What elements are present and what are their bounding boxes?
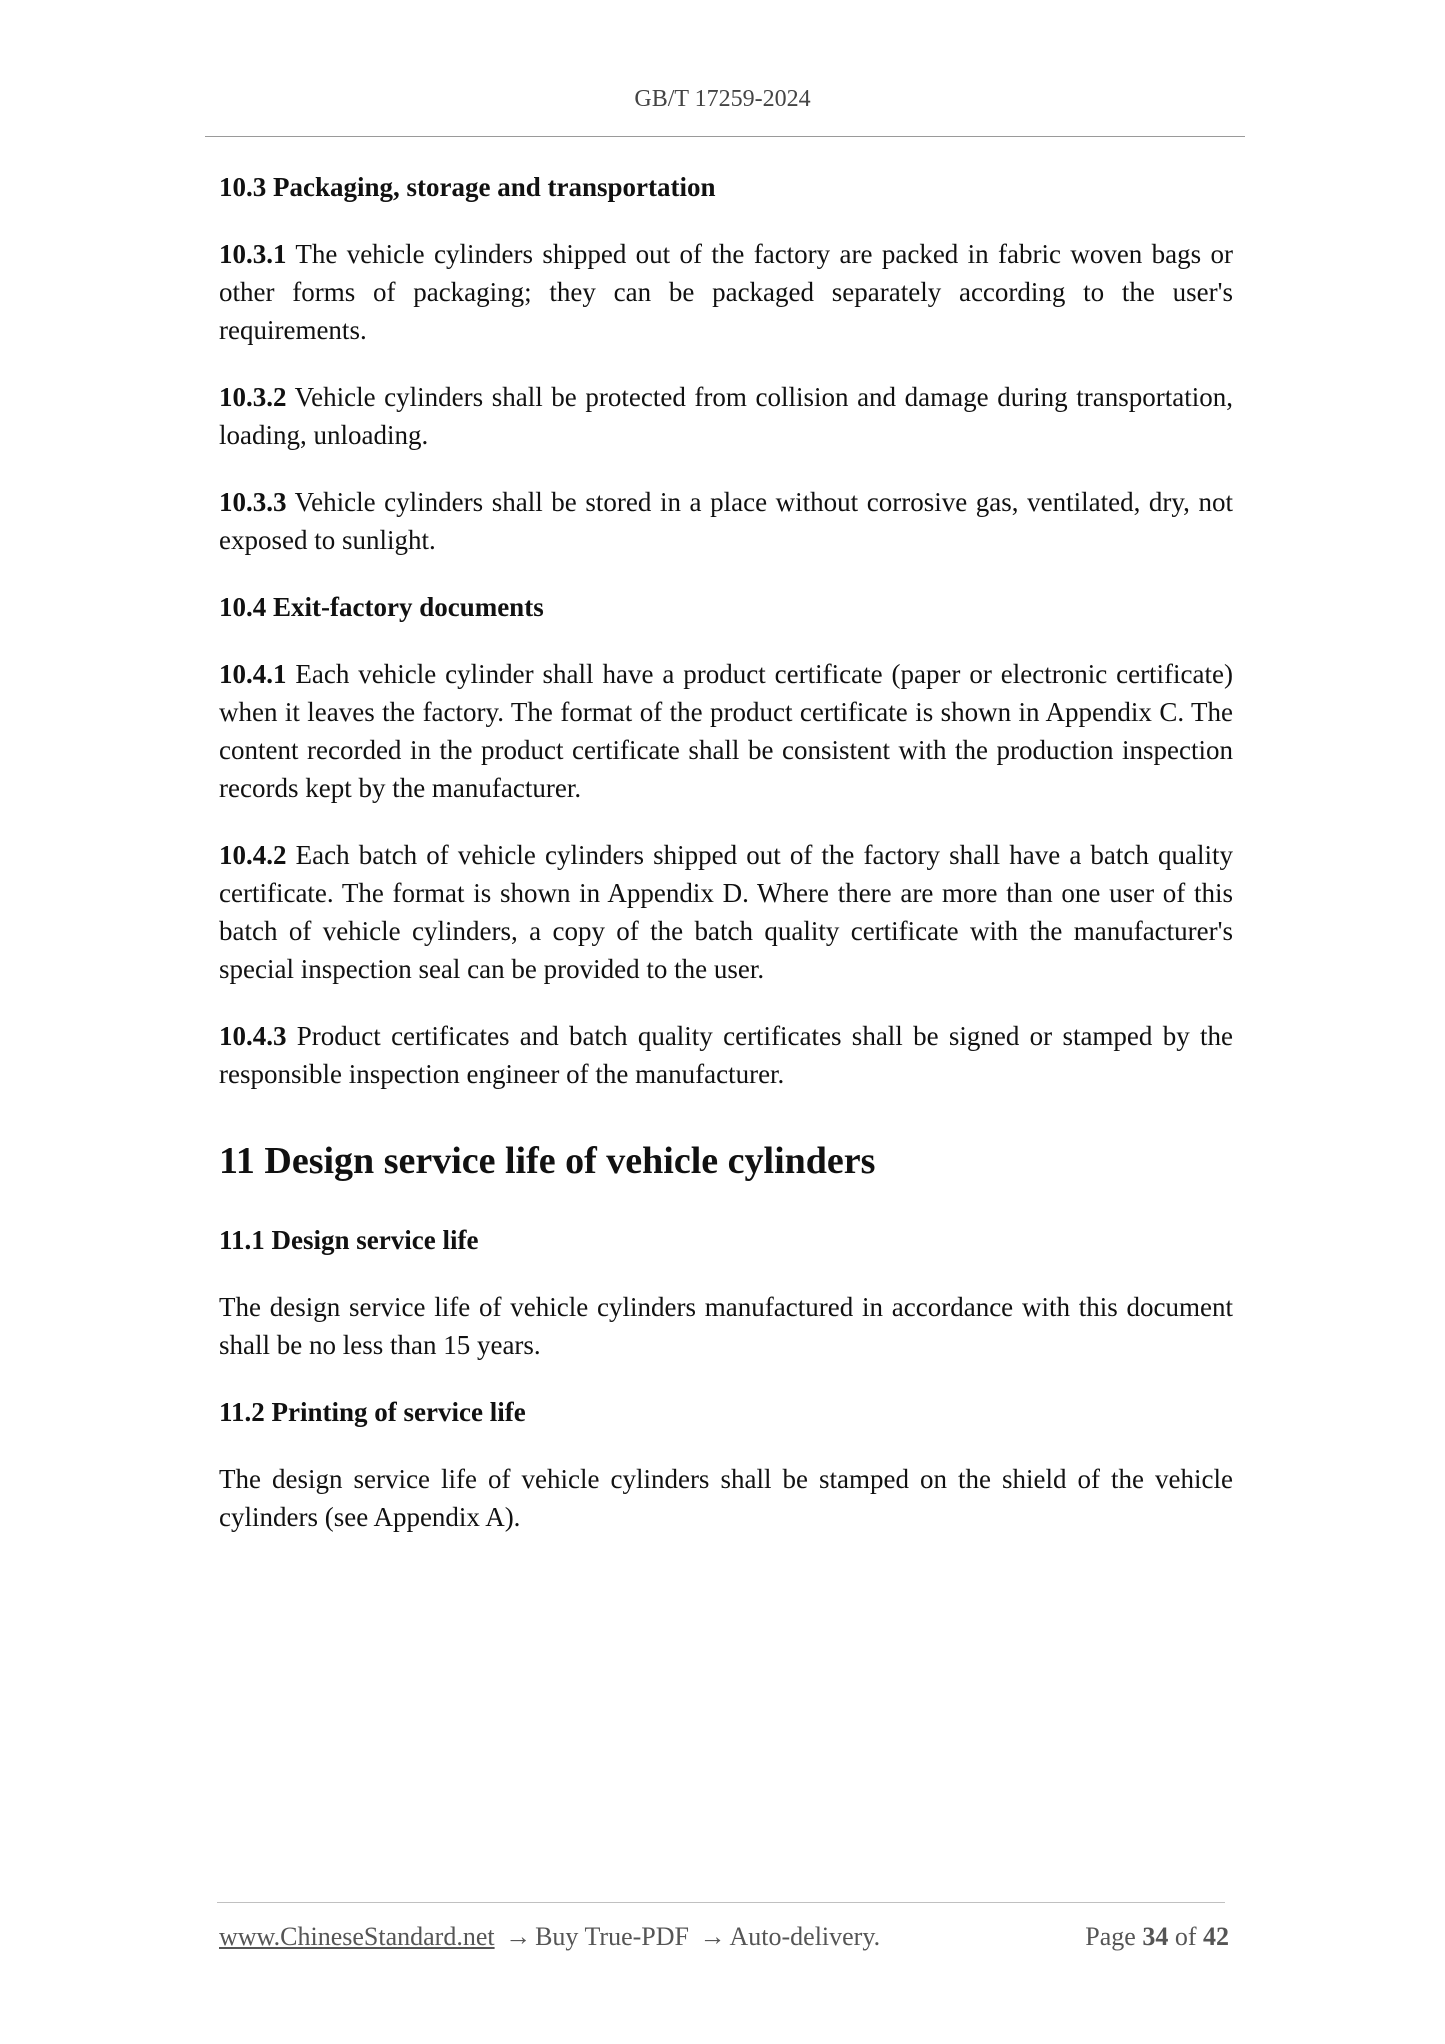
footer-delivery-text: Auto-delivery. <box>729 1922 881 1951</box>
clause-text: Product certificates and batch quality certificates shall be signed or stamped by the responsible inspection engineer of the manufacturer. <box>219 1021 1233 1089</box>
page-content <box>219 168 1233 1565</box>
clause-11-2-text: The design service life of vehicle cylinders shall be stamped on the shield of the vehicle cylinders (see Appendix A). <box>219 1464 1233 1532</box>
footer-divider <box>217 1902 1225 1903</box>
clause-number: 10.4.1 <box>219 659 287 689</box>
page-total: 42 <box>1203 1922 1229 1951</box>
clause-number: 10.3.3 <box>219 487 287 517</box>
chapter-heading-11: 11 Design service life of vehicle cylinders <box>219 1140 876 1182</box>
footer-promo <box>219 1922 880 1952</box>
section-heading-11-1: 11.1 Design service life <box>219 1225 479 1255</box>
clause-10-3-2 <box>219 378 1233 454</box>
page-number <box>1085 1922 1229 1952</box>
clause-text: The vehicle cylinders shipped out of the factory are packed in fabric woven bags or other forms of packaging; they can be packaged separately according to the user's requirements. <box>219 239 1233 345</box>
clause-10-4-1 <box>219 655 1233 807</box>
clause-10-4-3 <box>219 1017 1233 1093</box>
running-header: GB/T 17259-2024 <box>634 86 811 112</box>
clause-text: Each vehicle cylinder shall have a product certificate (paper or electronic certificate) when it leaves the factory. The format of the product certificate is shown in Appendix C. The content recorded in the product certificate shall be consistent with the production inspection records kept by the manufacturer. <box>219 659 1233 803</box>
clause-text: Vehicle cylinders shall be stored in a place without corrosive gas, ventilated, dry, not exposed to sunlight. <box>219 487 1233 555</box>
clause-text: Vehicle cylinders shall be protected from collision and damage during transportation, loading, unloading. <box>219 382 1233 450</box>
clause-11-1-text: The design service life of vehicle cylinders manufactured in accordance with this document shall be no less than 15 years. <box>219 1292 1233 1360</box>
header-divider <box>205 136 1245 137</box>
page-current: 34 <box>1142 1922 1169 1951</box>
clause-number: 10.3.2 <box>219 382 287 412</box>
section-heading-11-2: 11.2 Printing of service life <box>219 1397 526 1427</box>
page-label: Page <box>1085 1922 1136 1951</box>
clause-10-3-3 <box>219 483 1233 559</box>
arrow-right-icon: → <box>505 1922 532 1951</box>
footer-buy-text: Buy True-PDF <box>535 1922 689 1951</box>
clause-10-4-2 <box>219 836 1233 988</box>
website-link[interactable]: www.ChineseStandard.net <box>219 1922 495 1951</box>
clause-text: Each batch of vehicle cylinders shipped out of the factory shall have a batch quality certificate. The format is shown in Appendix D. Where there are more than one user of this batch of vehicle cylinders, a copy of the batch quality certificate with the manufacturer's special inspection seal can be provided to the user. <box>219 840 1233 984</box>
arrow-right-icon: → <box>699 1922 726 1951</box>
clause-number: 10.4.3 <box>219 1021 287 1051</box>
section-heading-10-3: 10.3 Packaging, storage and transportation <box>219 172 716 202</box>
clause-number: 10.3.1 <box>219 239 287 269</box>
clause-10-3-1 <box>219 235 1233 349</box>
section-heading-10-4: 10.4 Exit-factory documents <box>219 592 544 622</box>
page-of: of <box>1174 1922 1197 1951</box>
clause-number: 10.4.2 <box>219 840 287 870</box>
